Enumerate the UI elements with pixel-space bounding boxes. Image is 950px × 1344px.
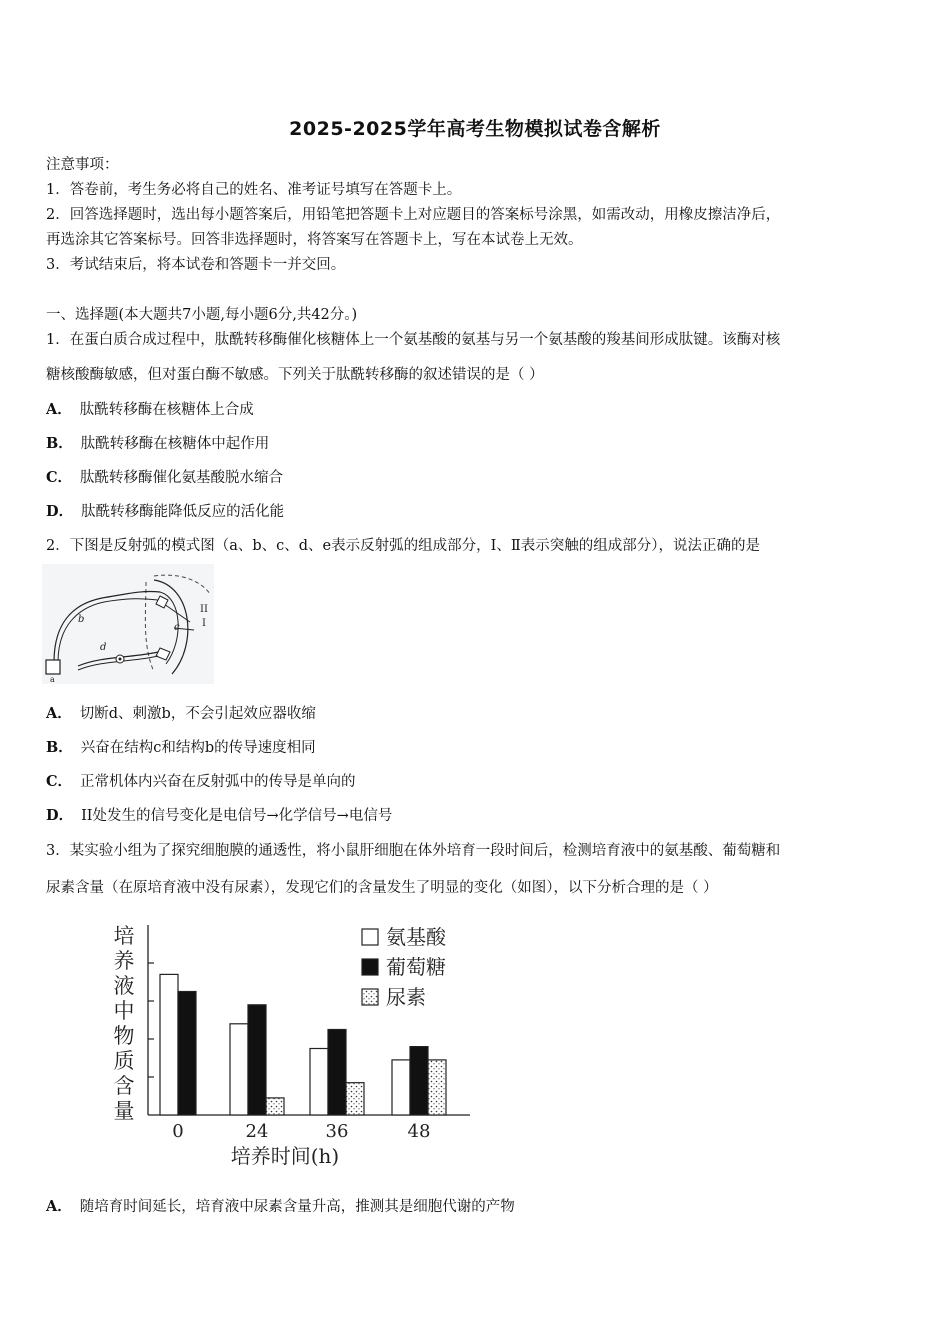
option-text: 切断d、刺激b，不会引起效应器收缩 (79, 706, 316, 722)
reflex-arc-figure (42, 564, 214, 684)
option-letter: A． (46, 1198, 72, 1215)
bar-氨基酸-36 (310, 1049, 328, 1116)
option-letter: A． (46, 401, 72, 418)
bar-尿素-36 (346, 1083, 364, 1115)
receptor-box (46, 660, 60, 674)
label-c: c (174, 622, 180, 633)
option-letter: A． (46, 705, 72, 722)
q2-option-d (46, 804, 392, 825)
bar-chart (100, 915, 480, 1175)
option-letter: B． (46, 739, 73, 756)
legend-swatch (362, 929, 378, 945)
option-letter: C． (46, 773, 73, 790)
y-axis-label-char: 液 (113, 974, 135, 998)
legend-label: 葡萄糖 (386, 955, 446, 979)
q3-stem-line2: 尿素含量（在原培育液中没有尿素），发现它们的含量发生了明显的变化（如图），以下分析合理的是（ ） (46, 880, 718, 896)
notice-item-2-cont: 再选涂其它答案标号。回答非选择题时，将答案写在答题卡上，写在本试卷上无效。 (46, 232, 583, 248)
notice-item-1: 1．答卷前，考生务必将自己的姓名、准考证号填写在答题卡上。 (46, 182, 462, 198)
label-II: II (200, 604, 208, 615)
q1-option-b (46, 432, 269, 453)
section-heading: 一、选择题(本大题共7小题,每小题6分,共42分。) (46, 307, 358, 323)
q1-stem-line1: 1．在蛋白质合成过程中，肽酰转移酶催化核糖体上一个氨基酸的氨基与另一个氨基酸的羧基间形成肽键。该酶对核 (46, 332, 781, 348)
option-text: 肽酰转移酶催化氨基酸脱水缩合 (80, 470, 284, 486)
bar-葡萄糖-48 (410, 1047, 428, 1115)
option-letter: D． (46, 807, 74, 824)
y-axis-label-char: 中 (113, 999, 135, 1023)
option-text: II处发生的信号变化是电信号→化学信号→电信号 (81, 808, 393, 824)
q3-stem-line1: 3．某实验小组为了探究细胞膜的通透性，将小鼠肝细胞在体外培育一段时间后，检测培育液中的氨基酸、葡萄糖和 (46, 843, 781, 859)
y-axis-label-char: 量 (113, 1099, 135, 1123)
bar-葡萄糖-36 (328, 1030, 346, 1116)
option-text: 正常机体内兴奋在反射弧中的传导是单向的 (80, 774, 356, 790)
notice-item-3: 3．考试结束后，将本试卷和答题卡一并交回。 (46, 257, 346, 273)
q2-option-c (46, 770, 356, 791)
label-I: I (202, 618, 206, 629)
label-a: a (50, 675, 55, 684)
bar-尿素-48 (428, 1060, 446, 1115)
q2-option-b (46, 736, 316, 757)
page-title: 2025-2025学年高考生物模拟试卷含解析 (289, 118, 661, 140)
bar-氨基酸-48 (392, 1060, 410, 1115)
q3-option-a (46, 1195, 515, 1216)
option-text: 随培育时间延长，培育液中尿素含量升高，推测其是细胞代谢的产物 (79, 1199, 515, 1215)
q1-option-c (46, 466, 283, 487)
label-d: d (100, 642, 107, 653)
option-letter: C． (46, 469, 73, 486)
label-b: b (78, 614, 85, 625)
bar-氨基酸-0 (160, 974, 178, 1115)
bar-氨基酸-24 (230, 1024, 248, 1115)
x-axis-label: 培养时间(h) (230, 1144, 340, 1168)
y-axis-label-char: 培 (113, 924, 135, 948)
option-text: 兴奋在结构c和结构b的传导速度相同 (80, 740, 316, 756)
legend-label: 氨基酸 (386, 925, 446, 949)
option-text: 肽酰转移酶能降低反应的活化能 (81, 504, 285, 520)
y-axis-label-char: 养 (113, 949, 135, 973)
x-tick-label: 24 (245, 1121, 269, 1142)
y-axis-label-char: 物 (113, 1024, 135, 1048)
legend-swatch (362, 989, 378, 1005)
q1-option-a (46, 398, 254, 419)
notice-heading: 注意事项： (46, 157, 119, 173)
x-tick-label: 48 (407, 1121, 431, 1142)
notice-item-2: 2．回答选择题时，选出每小题答案后，用铅笔把答题卡上对应题目的答案标号涂黑，如需改动，用橡皮擦洁净后， (46, 207, 781, 223)
y-axis-label-char: 质 (113, 1049, 135, 1073)
bar-葡萄糖-24 (248, 1005, 266, 1115)
option-text: 肽酰转移酶在核糖体中起作用 (80, 436, 270, 452)
x-tick-label: 36 (325, 1121, 349, 1142)
option-text: 肽酰转移酶在核糖体上合成 (79, 402, 254, 418)
q1-option-d (46, 500, 284, 521)
legend-swatch (362, 959, 378, 975)
q2-option-a (46, 702, 316, 723)
y-axis-label (114, 924, 135, 1123)
option-letter: B． (46, 435, 73, 452)
q2-stem: 2．下图是反射弧的模式图（a、b、c、d、e表示反射弧的组成部分，I、Ⅱ表示突触的组成部分），说法正确的是 (46, 538, 760, 554)
q1-stem-line2: 糖核酸酶敏感，但对蛋白酶不敏感。下列关于肽酰转移酶的叙述错误的是（ ） (46, 367, 544, 383)
bar-葡萄糖-0 (178, 992, 196, 1116)
x-tick-label: 0 (172, 1121, 184, 1142)
option-letter: D． (46, 503, 74, 520)
y-axis-label-char: 含 (113, 1074, 135, 1098)
legend-label: 尿素 (386, 985, 426, 1009)
bar-尿素-24 (266, 1098, 284, 1115)
